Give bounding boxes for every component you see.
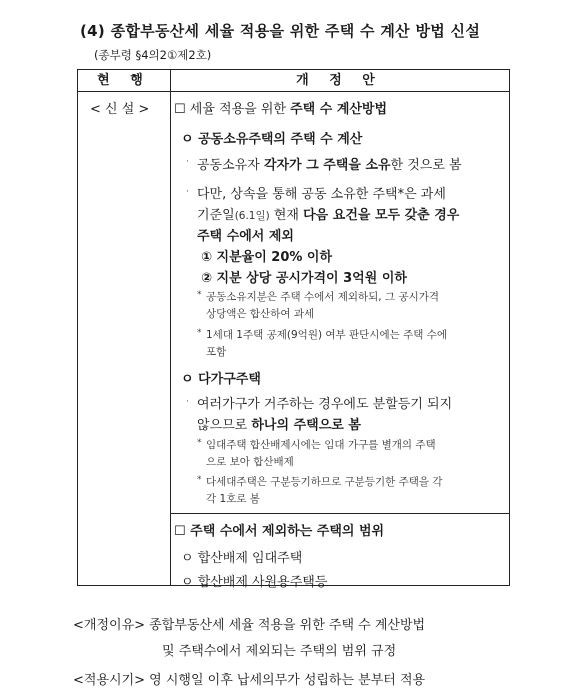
co-line2b-pre: 기준일 xyxy=(197,208,235,223)
bullet-star: * xyxy=(197,328,202,338)
section2-heading: ☐ 주택 수에서 제외하는 주택의 범위 xyxy=(174,524,385,539)
multi-line1a: 여러가구가 거주하는 경우에도 분할등기 되지 xyxy=(197,397,453,412)
co-line1-pre: 공동소유자 xyxy=(197,158,264,173)
legal-reference: (종부령 §4의2①제2호) xyxy=(94,48,212,62)
current-cell-new: < 신 설 > xyxy=(90,102,150,117)
section1-pre: ☐ 세율 적용을 위한 xyxy=(174,102,291,117)
multi-line1b xyxy=(197,414,361,433)
co-line2b-small: (6.1일) xyxy=(234,210,270,222)
table-header xyxy=(78,70,509,92)
multi-line1b-pre: 않으므로 xyxy=(197,418,252,433)
bullet-dash: · xyxy=(186,187,189,197)
section1-bold: 주택 수 계산방법 xyxy=(290,102,388,117)
condition-2: ② 지분 상당 공시가격이 3억원 이하 xyxy=(201,271,407,286)
bullet-star: * xyxy=(197,438,202,448)
header-revised: 개 정 안 xyxy=(296,73,383,88)
header-current: 현 행 xyxy=(97,73,151,88)
effective-date: <적용시기> 영 시행일 이후 납세의무가 성립하는 분부터 적용 xyxy=(73,673,426,688)
revision-reason: <개정이유> 종합부동산세 세율 적용을 위한 주택 수 계산방법 xyxy=(73,618,426,633)
co-note1b: 상당액은 합산하여 과세 xyxy=(206,308,315,320)
comparison-table xyxy=(77,69,510,590)
bullet-star: * xyxy=(197,475,202,485)
exclusion-item-2: ㅇ 합산배제 사원용주택등 xyxy=(181,575,328,590)
section-title: (4) 종합부동산세 세율 적용을 위한 주택 수 계산 방법 신설 xyxy=(80,22,481,40)
co-note2a: 1세대 1주택 공제(9억원) 여부 판단시에는 주택 수에 xyxy=(206,329,447,341)
co-ownership-heading: ㅇ 공동소유주택의 주택 수 계산 xyxy=(181,132,363,147)
co-line2b-mid: 현재 xyxy=(269,208,304,223)
multi-note2b: 각 1호로 봄 xyxy=(206,493,260,505)
condition-1: ① 지분율이 20% 이하 xyxy=(201,250,333,265)
multi-note1b: 으로 보아 합산배제 xyxy=(206,456,294,468)
section-divider xyxy=(170,513,509,514)
revision-reason-cont: 및 주택수에서 제외되는 주택의 범위 규정 xyxy=(162,644,397,659)
co-line2b xyxy=(197,204,459,223)
multi-family-heading: ㅇ 다가구주택 xyxy=(181,372,261,387)
co-line2a: 다만, 상속을 통해 공동 소유한 주택*은 과세 xyxy=(197,187,446,202)
multi-line1b-bold: 하나의 주택으로 봄 xyxy=(251,418,361,433)
multi-note1a: 임대주택 합산배제시에는 임대 가구를 별개의 주택 xyxy=(206,439,436,451)
co-note2b: 포함 xyxy=(206,346,227,358)
co-line2c: 주택 수에서 제외 xyxy=(197,229,294,244)
bullet-dash: · xyxy=(186,397,189,407)
section1-heading xyxy=(174,98,387,117)
bullet-star: * xyxy=(197,290,202,300)
co-line1-post: 한 것으로 봄 xyxy=(390,158,462,173)
co-line1-bold: 각자가 그 주택을 소유 xyxy=(263,158,391,173)
bullet-dash: · xyxy=(186,157,189,167)
column-divider xyxy=(170,70,171,585)
co-line2b-bold: 다음 요건을 모두 갖춘 경우 xyxy=(303,208,460,223)
exclusion-item-1: ㅇ 합산배제 임대주택 xyxy=(181,551,303,566)
co-line1 xyxy=(197,154,462,173)
multi-note2a: 다세대주택은 구분등기하므로 구분등기한 주택을 각 xyxy=(206,476,443,488)
co-note1a: 공동소유지분은 주택 수에서 제외하되, 그 공시가격 xyxy=(206,291,440,303)
